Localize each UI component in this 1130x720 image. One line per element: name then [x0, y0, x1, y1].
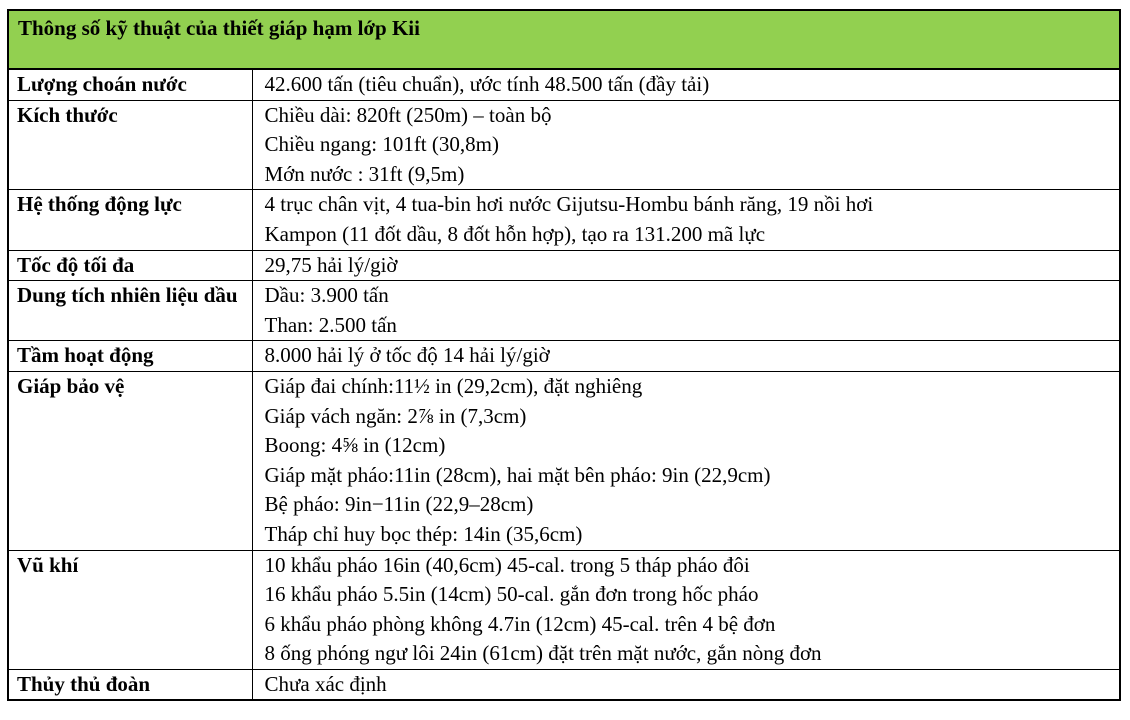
spec-value-line: Boong: 4⅝ in (12cm) — [264, 433, 446, 458]
spec-label: Thủy thủ đoàn — [9, 669, 252, 699]
spec-label: Giáp bảo vệ — [9, 371, 252, 550]
spec-value-line: 8 ống phóng ngư lôi 24in (61cm) đặt trên mặt nước, gắn nòng đơn — [264, 641, 822, 666]
spec-value-line: Mớn nước : 31ft (9,5m) — [264, 161, 465, 186]
table-title: Thông số kỹ thuật của thiết giáp hạm lớp Kii — [9, 11, 1119, 70]
table-row — [9, 281, 1119, 341]
table-row — [9, 190, 1119, 250]
table-row — [9, 550, 1119, 669]
spec-value — [252, 100, 1119, 190]
table-row — [9, 341, 1119, 372]
spec-value-line: Chiều dài: 820ft (250m) – toàn bộ — [264, 102, 552, 127]
spec-label: Vũ khí — [9, 550, 252, 669]
spec-value — [252, 341, 1119, 372]
spec-value-line: Than: 2.500 tấn — [264, 312, 397, 337]
table-row — [9, 669, 1119, 699]
spec-value-line: 8.000 hải lý ở tốc độ 14 hải lý/giờ — [264, 343, 550, 368]
spec-label: Dung tích nhiên liệu dầu — [9, 281, 252, 341]
spec-value-line: Giáp vách ngăn: 2⅞ in (7,3cm) — [264, 403, 527, 428]
spec-value-line: Giáp mặt pháo:11in (28cm), hai mặt bên pháo: 9in (22,9cm) — [264, 462, 771, 487]
spec-table — [7, 9, 1121, 701]
spec-value-line: 4 trục chân vịt, 4 tua-bin hơi nước Gijutsu-Hombu bánh răng, 19 nồi hơi — [264, 192, 874, 217]
spec-value-line: Chiều ngang: 101ft (30,8m) — [264, 132, 499, 157]
spec-value — [252, 371, 1119, 550]
spec-value-line: 10 khẩu pháo 16in (40,6cm) 45-cal. trong 5 tháp pháo đôi — [264, 552, 750, 577]
spec-rows — [9, 70, 1119, 699]
spec-value-line: 6 khẩu pháo phòng không 4.7in (12cm) 45-cal. trên 4 bệ đơn — [264, 611, 776, 636]
table-row — [9, 70, 1119, 100]
spec-value — [252, 281, 1119, 341]
spec-value-line: Kampon (11 đốt dầu, 8 đốt hỗn hợp), tạo ra 131.200 mã lực — [264, 221, 766, 246]
spec-label: Lượng choán nước — [9, 70, 252, 100]
spec-value — [252, 190, 1119, 250]
spec-value-line: Giáp đai chính:11½ in (29,2cm), đặt nghiêng — [264, 373, 643, 398]
table-row — [9, 100, 1119, 190]
spec-value-line: Bệ pháo: 9in−11in (22,9–28cm) — [264, 492, 534, 517]
table-row — [9, 250, 1119, 281]
spec-label: Kích thước — [9, 100, 252, 190]
spec-value-line: 42.600 tấn (tiêu chuẩn), ước tính 48.500 tấn (đầy tải) — [264, 72, 710, 96]
spec-value-line: Chưa xác định — [264, 671, 387, 696]
spec-value-line: 16 khẩu pháo 5.5in (14cm) 50-cal. gắn đơn trong hốc pháo — [264, 582, 759, 607]
spec-label: Hệ thống động lực — [9, 190, 252, 250]
spec-value — [252, 550, 1119, 669]
spec-value — [252, 669, 1119, 699]
spec-value-line: 29,75 hải lý/giờ — [264, 252, 398, 277]
spec-value — [252, 250, 1119, 281]
spec-value-line: Dầu: 3.900 tấn — [264, 283, 389, 308]
spec-value-line: Tháp chỉ huy bọc thép: 14in (35,6cm) — [264, 521, 583, 546]
table-row — [9, 371, 1119, 550]
spec-value — [252, 70, 1119, 100]
spec-label: Tầm hoạt động — [9, 341, 252, 372]
spec-label: Tốc độ tối đa — [9, 250, 252, 281]
